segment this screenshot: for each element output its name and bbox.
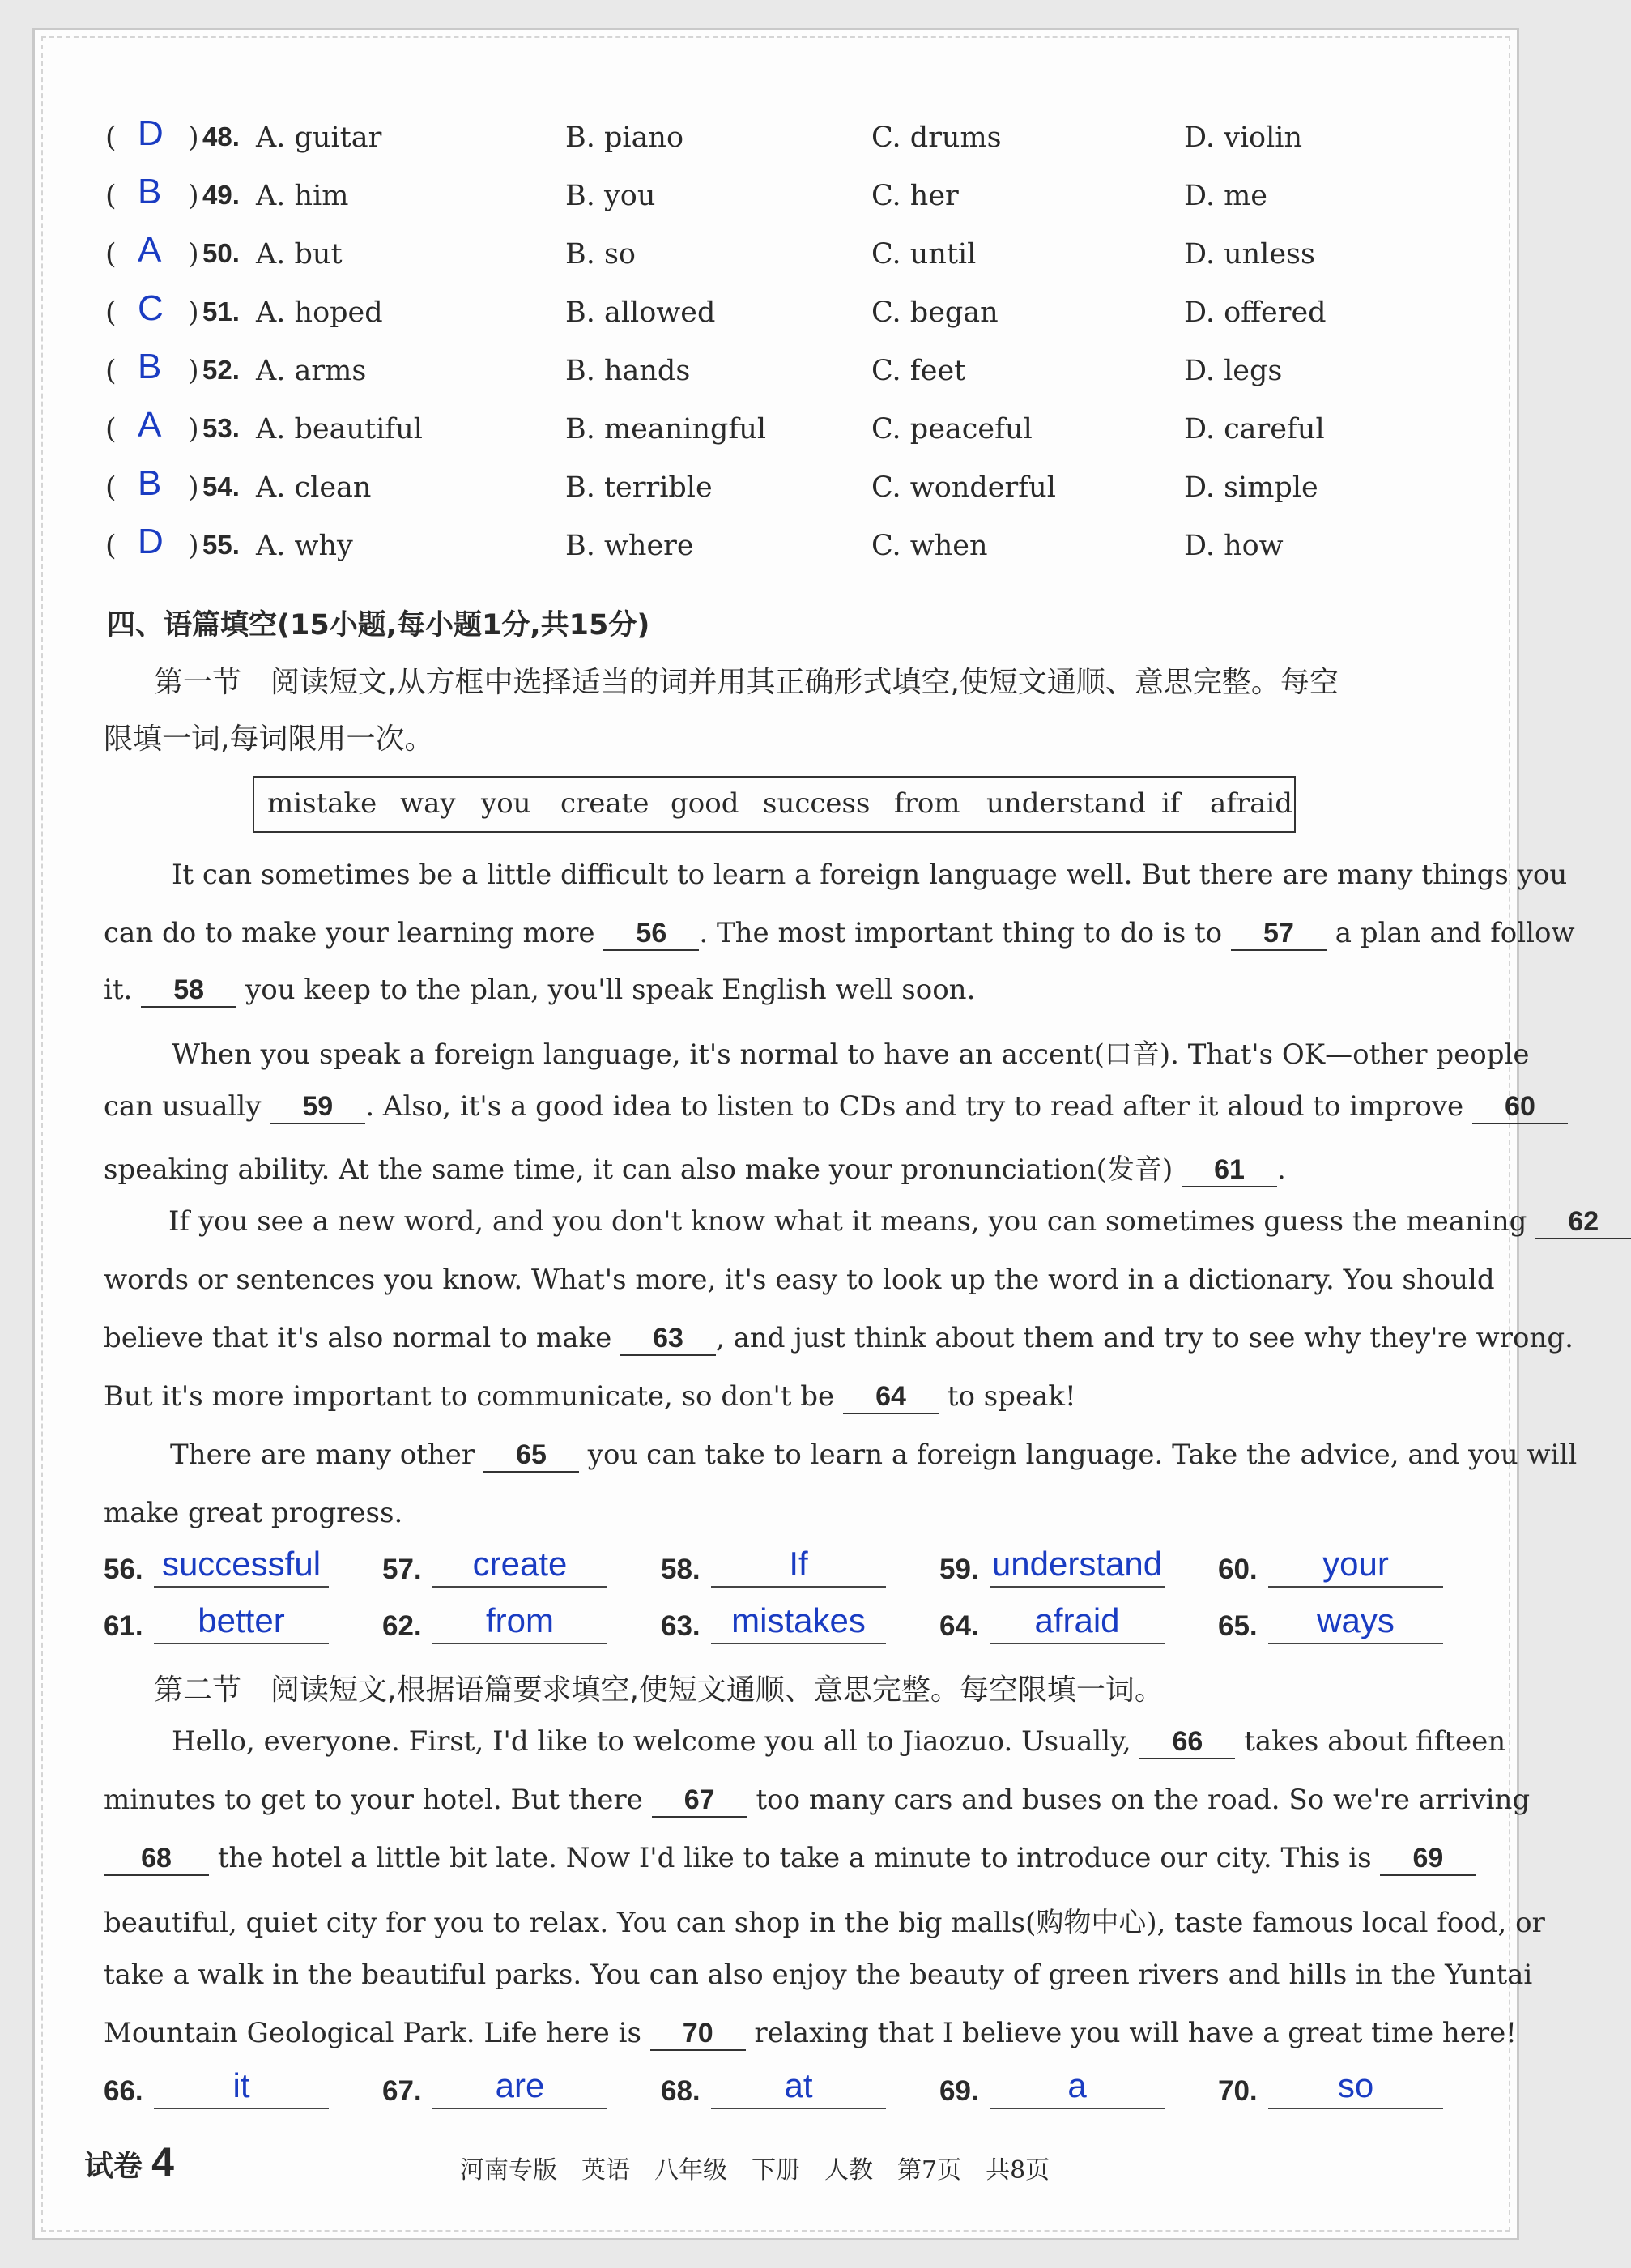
option-c: C. peaceful [871, 413, 1033, 446]
blank-67: 67 [652, 1784, 747, 1818]
answer-number: 62. [382, 1610, 422, 1642]
answer-value: at [711, 2064, 886, 2109]
word-box-item: create [560, 787, 649, 820]
blank-68: 68 [104, 1842, 209, 1876]
answer-item [661, 1545, 808, 1586]
answer-item [939, 1601, 1120, 1643]
answer-value: successful [154, 1542, 329, 1588]
choice-question [76, 347, 1453, 400]
question-number: 51. [202, 296, 240, 326]
paren-open: ( [105, 413, 117, 446]
option-b: B. so [565, 238, 637, 271]
option-b: B. hands [565, 355, 691, 387]
passage1-line: If you see a new word, and you don't know what it means, you can sometimes guess the meaning 62 [168, 1205, 1631, 1239]
section-title: 四、语篇填空(15小题,每小题1分,共15分) [107, 609, 650, 642]
selected-answer: C [138, 288, 164, 328]
paren-close: ) [188, 180, 199, 212]
answer-number: 70. [1218, 2075, 1258, 2107]
question-number: 48. [202, 122, 240, 151]
blank-58: 58 [141, 974, 236, 1008]
passage2-line: Mountain Geological Park. Life here is 70 relaxing that I believe you will have a great time here! [104, 2017, 1517, 2049]
option-c: C. feet [871, 355, 966, 387]
option-a: A. him [256, 180, 349, 212]
blank-59: 59 [270, 1090, 365, 1124]
choice-question [76, 288, 1453, 342]
blank-60: 60 [1472, 1090, 1568, 1124]
option-d: D. me [1184, 180, 1267, 212]
part2-instruction: 第二节 阅读短文,根据语篇要求填空,使短文通顺、意思完整。每空限填一词。 [154, 1673, 1164, 1707]
option-c: C. until [871, 238, 977, 271]
passage2-line: 68 the hotel a little bit late. Now I'd like to take a minute to introduce our city. This is 69 [104, 1842, 1476, 1876]
answer-number: 57. [382, 1554, 422, 1585]
option-a: A. guitar [256, 122, 382, 154]
paren-open: ( [105, 122, 117, 154]
answer-value: it [154, 2064, 329, 2109]
answer-item [1218, 2066, 1374, 2108]
selected-answer: A [138, 405, 162, 445]
option-d: D. simple [1184, 471, 1318, 504]
part1-instruction-line2: 限填一词,每词限用一次。 [104, 723, 434, 756]
answer-number: 59. [939, 1554, 979, 1585]
blank-65: 65 [483, 1439, 579, 1473]
footer-info: 河南专版 英语 八年级 下册 人教 第7页 共8页 [460, 2156, 1050, 2185]
blank-64: 64 [843, 1380, 939, 1414]
paren-open: ( [105, 238, 117, 271]
selected-answer: A [138, 230, 162, 270]
blank-66: 66 [1139, 1725, 1235, 1759]
choice-question [76, 405, 1453, 458]
question-number: 53. [202, 413, 240, 443]
option-a: A. clean [256, 471, 372, 504]
answer-number: 67. [382, 2075, 422, 2107]
passage1-line: make great progress. [104, 1497, 403, 1529]
answer-number: 64. [939, 1610, 979, 1642]
question-number: 50. [202, 238, 240, 268]
question-number: 55. [202, 530, 240, 560]
question-number: 49. [202, 180, 240, 210]
option-a: A. arms [256, 355, 367, 387]
blank-57: 57 [1231, 917, 1327, 951]
answer-number: 66. [104, 2075, 143, 2107]
question-number: 54. [202, 471, 240, 501]
option-c: C. when [871, 530, 988, 562]
option-c: C. her [871, 180, 959, 212]
answer-value: your [1268, 1542, 1443, 1588]
choice-question [76, 230, 1453, 284]
passage1-line: But it's more important to communicate, so don't be 64 to speak! [104, 1380, 1076, 1413]
choice-question [76, 172, 1453, 225]
answer-number: 56. [104, 1554, 143, 1585]
paren-close: ) [188, 296, 199, 329]
option-b: B. piano [565, 122, 684, 154]
option-d: D. offered [1184, 296, 1327, 329]
word-box [253, 776, 1296, 833]
option-c: C. wonderful [871, 471, 1056, 504]
paren-open: ( [105, 530, 117, 562]
selected-answer: D [138, 522, 164, 561]
answer-value: a [990, 2064, 1165, 2109]
answer-value: are [432, 2064, 607, 2109]
answer-item [939, 1545, 1163, 1586]
selected-answer: D [138, 113, 164, 153]
word-box-item: from [894, 787, 960, 820]
paren-open: ( [105, 471, 117, 504]
answer-value: mistakes [711, 1599, 886, 1644]
part1-instruction-line1: 第一节 阅读短文,从方框中选择适当的词并用其正确形式填空,使短文通顺、意思完整。每空 [154, 666, 1339, 699]
option-d: D. legs [1184, 355, 1283, 387]
paren-close: ) [188, 413, 199, 446]
option-a: A. hoped [256, 296, 383, 329]
option-b: B. meaningful [565, 413, 767, 446]
option-c: C. began [871, 296, 999, 329]
passage1-line: There are many other 65 you can take to learn a foreign language. Take the advice, and you will [170, 1439, 1578, 1471]
paren-open: ( [105, 355, 117, 387]
passage1-line: can usually 59 . Also, it's a good idea to listen to CDs and try to read after it aloud to improve 60 [104, 1090, 1568, 1124]
option-b: B. terrible [565, 471, 713, 504]
answer-number: 58. [661, 1554, 701, 1585]
answer-item [104, 1545, 322, 1586]
answer-value: better [154, 1599, 329, 1644]
answer-item [1218, 1601, 1395, 1643]
passage1-line: can do to make your learning more 56 . The most important thing to do is to 57 a plan and follow [104, 917, 1575, 949]
choice-question [76, 113, 1453, 167]
answer-value: from [432, 1599, 607, 1644]
answer-item [1218, 1545, 1389, 1586]
word-box-item: understand [986, 787, 1146, 820]
word-box-item: you [481, 787, 531, 820]
option-d: D. careful [1184, 413, 1325, 446]
paren-open: ( [105, 180, 117, 212]
selected-answer: B [138, 463, 162, 503]
answer-item [382, 1545, 568, 1586]
selected-answer: B [138, 172, 162, 211]
option-b: B. allowed [565, 296, 716, 329]
blank-70: 70 [650, 2017, 746, 2051]
answer-item [661, 2066, 813, 2108]
word-box-item: mistake [267, 787, 377, 820]
answer-item [104, 2066, 250, 2108]
blank-63: 63 [620, 1322, 716, 1356]
passage1-line: speaking ability. At the same time, it can also make your pronunciation(发音) 61 . [104, 1153, 1286, 1186]
word-box-item: afraid [1210, 787, 1293, 820]
passage2-line: Hello, everyone. First, I'd like to welcome you all to Jiaozuo. Usually, 66 takes about fifteen [172, 1725, 1506, 1758]
selected-answer: B [138, 347, 162, 386]
passage1-line: It can sometimes be a little difficult to learn a foreign language well. But there are many things you [172, 859, 1568, 891]
passage2-line: beautiful, quiet city for you to relax. You can shop in the big malls(购物中心), taste famous local food, or [104, 1907, 1545, 1939]
paren-close: ) [188, 471, 199, 504]
choice-question [76, 522, 1453, 575]
word-box-item: way [400, 787, 456, 820]
option-d: D. unless [1184, 238, 1315, 271]
word-box-item: if [1161, 787, 1181, 820]
word-box-item: success [763, 787, 871, 820]
answer-value: afraid [990, 1599, 1165, 1644]
paren-close: ) [188, 530, 199, 562]
blank-56: 56 [603, 917, 699, 951]
paren-close: ) [188, 238, 199, 271]
passage1-line: words or sentences you know. What's more, it's easy to look up the word in a dictionary. You should [104, 1264, 1495, 1296]
answer-number: 61. [104, 1610, 143, 1642]
passage1-line: When you speak a foreign language, it's normal to have an accent(口音). That's OK—other people [172, 1038, 1530, 1071]
answer-number: 60. [1218, 1554, 1258, 1585]
option-d: D. violin [1184, 122, 1303, 154]
option-a: A. beautiful [256, 413, 424, 446]
question-number: 52. [202, 355, 240, 385]
paren-open: ( [105, 296, 117, 329]
paren-close: ) [188, 122, 199, 154]
answer-value: create [432, 1542, 607, 1588]
word-box-item: good [671, 787, 739, 820]
blank-61: 61 [1182, 1153, 1277, 1187]
choice-question [76, 463, 1453, 517]
paren-close: ) [188, 355, 199, 387]
option-c: C. drums [871, 122, 1002, 154]
answer-number: 65. [1218, 1610, 1258, 1642]
answer-number: 69. [939, 2075, 979, 2107]
option-a: A. why [256, 530, 353, 562]
answer-value: understand [990, 1542, 1165, 1588]
answer-item [661, 1601, 866, 1643]
answer-item [939, 2066, 1087, 2108]
passage2-line: minutes to get to your hotel. But there 67 too many cars and buses on the road. So we're arriving [104, 1784, 1531, 1816]
answer-value: so [1268, 2064, 1443, 2109]
answer-number: 63. [661, 1610, 701, 1642]
option-b: B. you [565, 180, 656, 212]
option-a: A. but [256, 238, 343, 271]
blank-62: 62 [1535, 1205, 1631, 1239]
passage1-line: believe that it's also normal to make 63 , and just think about them and try to see why they're wrong. [104, 1322, 1574, 1354]
option-b: B. where [565, 530, 694, 562]
passage1-line: it. 58 you keep to the plan, you'll speak English well soon. [104, 974, 976, 1006]
answer-item [382, 1601, 554, 1643]
answer-number: 68. [661, 2075, 701, 2107]
blank-69: 69 [1380, 1842, 1476, 1876]
footer-label: 试卷 4 [84, 2139, 174, 2185]
answer-item [382, 2066, 545, 2108]
option-d: D. how [1184, 530, 1284, 562]
answer-value: If [711, 1542, 886, 1588]
passage2-line: take a walk in the beautiful parks. You can also enjoy the beauty of green rivers and hills in the Yuntai [104, 1959, 1533, 1991]
answer-value: ways [1268, 1599, 1443, 1644]
answer-item [104, 1601, 285, 1643]
footer-test-number: 4 [151, 2139, 174, 2185]
